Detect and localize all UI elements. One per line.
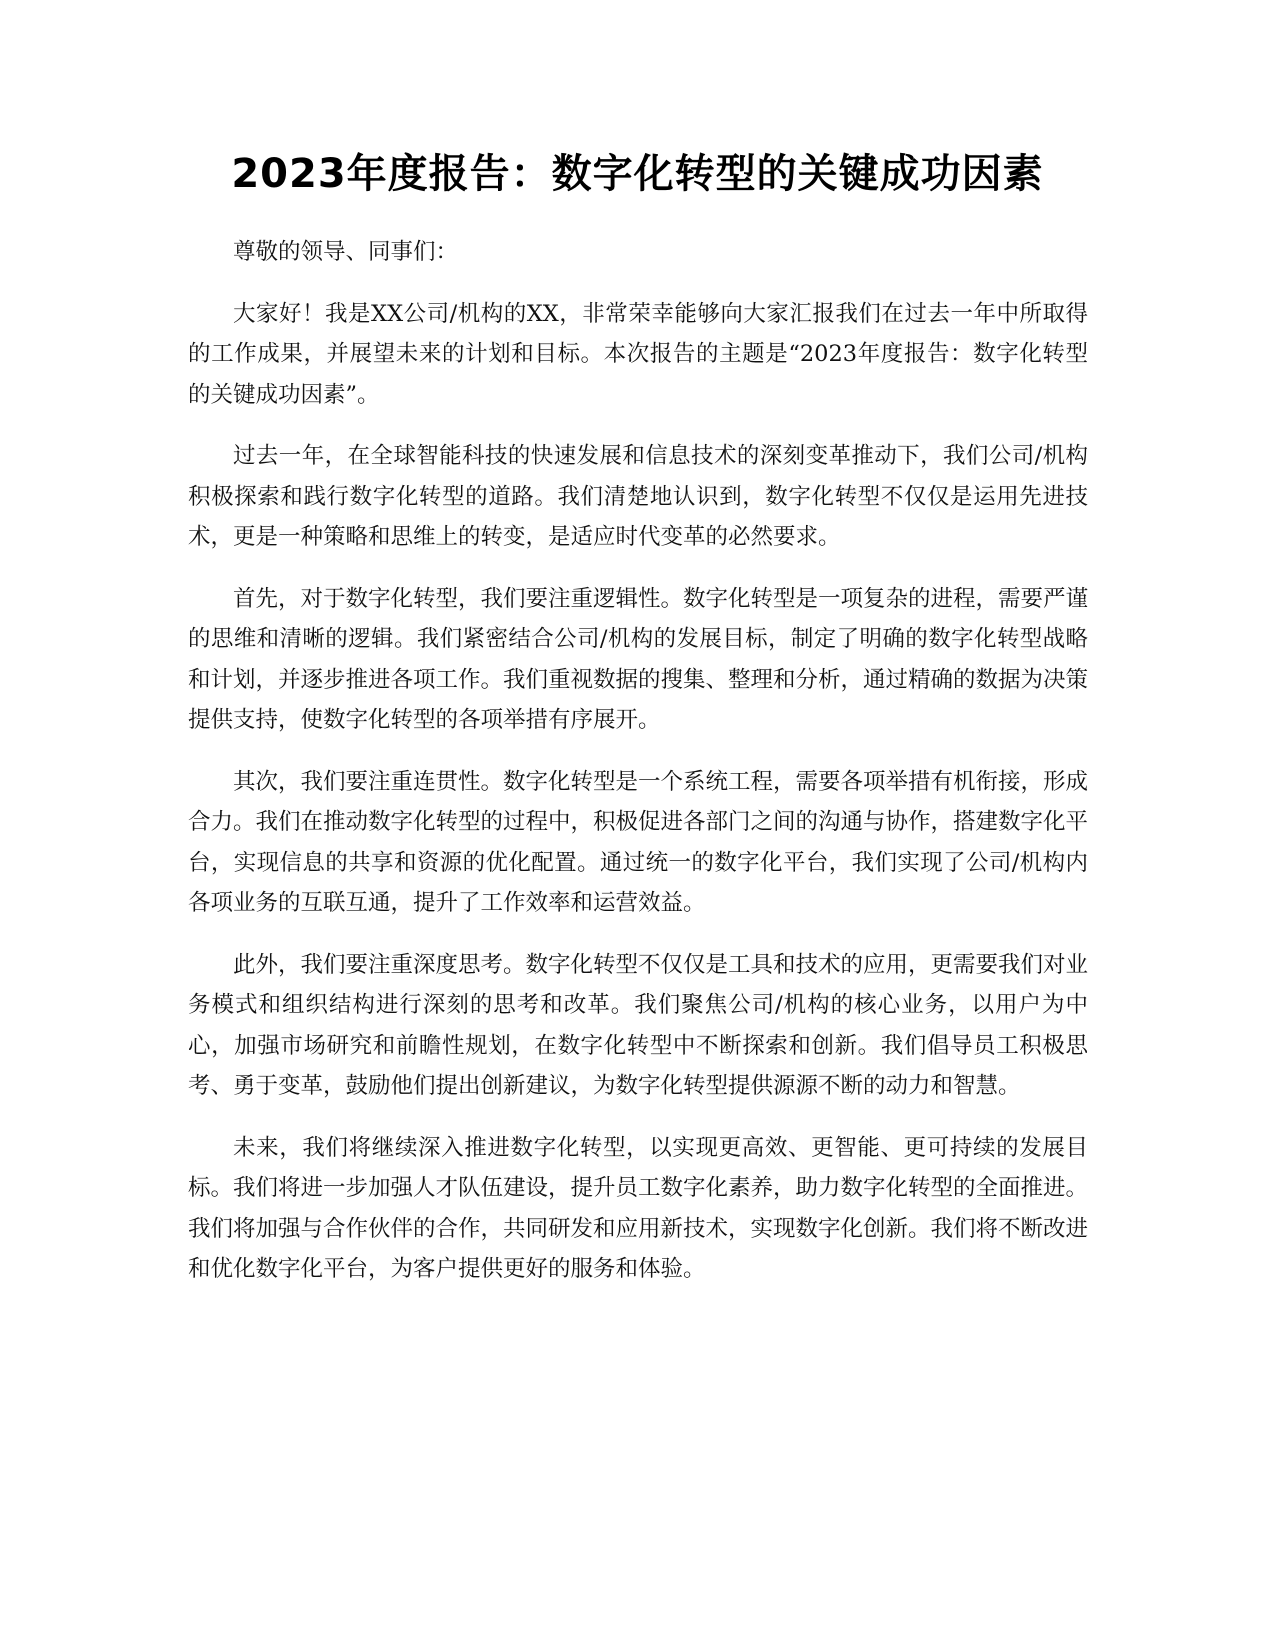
deep-thinking-paragraph: 此外，我们要注重深度思考。数字化转型不仅仅是工具和技术的应用，更需要我们对业务模式和组织结构进行深刻的思考和改革。我们聚焦公司/机构的核心业务，以用户为中心，加强市场研究和前瞻性规划，在数字化转型中不断探索和创新。我们倡导员工积极思考、勇于变革，鼓励他们提出创新建议，为数字化转型提供源源不断的动力和智慧。 — [188, 951, 1089, 1099]
intro-paragraph: 大家好！我是XX公司/机构的XX，非常荣幸能够向大家汇报我们在过去一年中所取得的工作成果，并展望未来的计划和目标。本次报告的主题是“2023年度报告：数字化转型的关键成功因素”。 — [188, 300, 1088, 408]
future-paragraph: 未来，我们将继续深入推进数字化转型，以实现更高效、更智能、更可持续的发展目标。我们将进一步加强人才队伍建设，提升员工数字化素养，助力数字化转型的全面推进。我们将加强与合作伙伴的合作，共同研发和应用新技术，实现数字化创新。我们将不断改进和优化数字化平台，为客户提供更好的服务和体验。 — [188, 1134, 1089, 1282]
document-body — [188, 232, 1088, 1311]
document-title: 2023年度报告：数字化转型的关键成功因素 — [231, 151, 1044, 197]
background-paragraph: 过去一年，在全球智能科技的快速发展和信息技术的深刻变革推动下，我们公司/机构积极探索和践行数字化转型的道路。我们清楚地认识到，数字化转型不仅仅是运用先进技术，更是一种策略和思维上的转变，是适应时代变革的必然要求。 — [188, 443, 1088, 550]
salutation-paragraph: 尊敬的领导、同事们： — [233, 239, 459, 265]
logic-paragraph: 首先，对于数字化转型，我们要注重逻辑性。数字化转型是一项复杂的进程，需要严谨的思维和清晰的逻辑。我们紧密结合公司/机构的发展目标，制定了明确的数字化转型战略和计划，并逐步推进各项工作。我们重视数据的搜集、整理和分析，通过精确的数据为决策提供支持，使数字化转型的各项举措有序展开。 — [188, 585, 1089, 733]
coherence-paragraph: 其次，我们要注重连贯性。数字化转型是一个系统工程，需要各项举措有机衔接，形成合力。我们在推动数字化转型的过程中，积极促进各部门之间的沟通与协作，搭建数字化平台，实现信息的共享和资源的优化配置。通过统一的数字化平台，我们实现了公司/机构内各项业务的互联互通，提升了工作效率和运营效益。 — [188, 768, 1089, 916]
